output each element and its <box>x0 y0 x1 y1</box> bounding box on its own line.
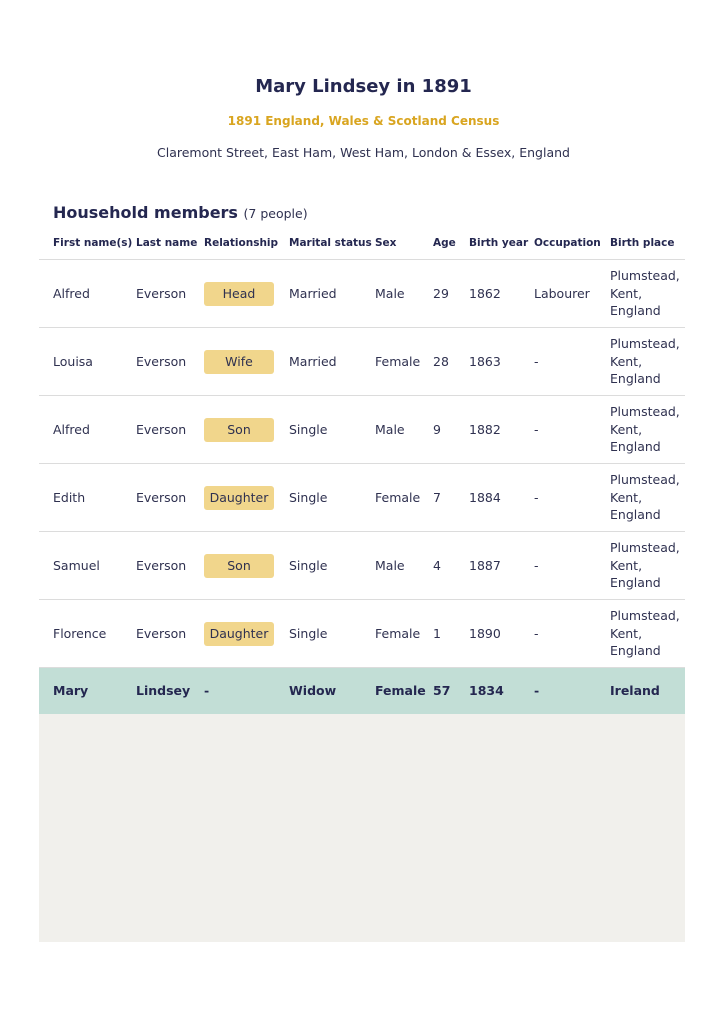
birth-year: 1862 <box>469 260 534 328</box>
relationship-cell <box>204 396 289 464</box>
relationship: - <box>204 668 289 715</box>
column-header: Relationship <box>204 226 289 260</box>
first-name: Mary <box>39 668 136 715</box>
column-header: Last name <box>136 226 204 260</box>
page-title: Mary Lindsey in 1891 <box>255 76 472 97</box>
birth-place: Plumstead, Kent, England <box>610 600 685 668</box>
relationship-cell <box>204 464 289 532</box>
marital-status: Married <box>289 328 375 396</box>
first-name[interactable]: Louisa <box>39 328 136 396</box>
birth-place: Plumstead, Kent, England <box>610 532 685 600</box>
birth-place: Plumstead, Kent, England <box>610 396 685 464</box>
last-name: Everson <box>136 600 204 668</box>
household-card <box>39 193 685 942</box>
last-name: Everson <box>136 328 204 396</box>
birth-year: 1834 <box>469 668 534 715</box>
census-name[interactable]: 1891 England, Wales & Scotland Census <box>227 114 500 128</box>
occupation: - <box>534 464 610 532</box>
sex: Male <box>375 532 433 600</box>
first-name[interactable]: Alfred <box>39 396 136 464</box>
relationship-badge: Daughter <box>204 622 274 646</box>
birth-place: Ireland <box>610 668 685 715</box>
column-header: Marital status <box>289 226 375 260</box>
first-name[interactable]: Edith <box>39 464 136 532</box>
age: 9 <box>433 396 469 464</box>
column-header: Birth place <box>610 226 685 260</box>
sex: Female <box>375 600 433 668</box>
birth-place: Plumstead, Kent, England <box>610 464 685 532</box>
column-header: Age <box>433 226 469 260</box>
marital-status: Widow <box>289 668 375 715</box>
marital-status: Single <box>289 464 375 532</box>
table-row[interactable] <box>39 328 685 396</box>
relationship-badge: Wife <box>204 350 274 374</box>
age: 1 <box>433 600 469 668</box>
address: Claremont Street, East Ham, West Ham, London & Essex, England <box>157 145 570 160</box>
occupation: - <box>534 532 610 600</box>
sex: Male <box>375 396 433 464</box>
relationship-badge: Daughter <box>204 486 274 510</box>
last-name: Everson <box>136 464 204 532</box>
column-header: Sex <box>375 226 433 260</box>
birth-place: Plumstead, Kent, England <box>610 328 685 396</box>
relationship-cell <box>204 260 289 328</box>
birth-year: 1884 <box>469 464 534 532</box>
first-name[interactable]: Florence <box>39 600 136 668</box>
last-name: Everson <box>136 260 204 328</box>
occupation: Labourer <box>534 260 610 328</box>
occupation: - <box>534 396 610 464</box>
household-table <box>39 226 685 714</box>
marital-status: Single <box>289 396 375 464</box>
column-header: Occupation <box>534 226 610 260</box>
table-row[interactable] <box>39 532 685 600</box>
birth-year: 1887 <box>469 532 534 600</box>
relationship-cell <box>204 328 289 396</box>
relationship-badge: Head <box>204 282 274 306</box>
sex: Female <box>375 668 433 715</box>
relationship-badge: Son <box>204 554 274 578</box>
last-name: Everson <box>136 532 204 600</box>
highlighted-row <box>39 668 685 715</box>
table-row[interactable] <box>39 464 685 532</box>
age: 57 <box>433 668 469 715</box>
marital-status: Married <box>289 260 375 328</box>
age: 7 <box>433 464 469 532</box>
table-row[interactable] <box>39 396 685 464</box>
birth-year: 1890 <box>469 600 534 668</box>
birth-year: 1882 <box>469 396 534 464</box>
age: 29 <box>433 260 469 328</box>
occupation: - <box>534 328 610 396</box>
table-row[interactable] <box>39 260 685 328</box>
table-row[interactable] <box>39 600 685 668</box>
marital-status: Single <box>289 600 375 668</box>
marital-status: Single <box>289 532 375 600</box>
last-name: Everson <box>136 396 204 464</box>
sex: Female <box>375 464 433 532</box>
age: 4 <box>433 532 469 600</box>
sex: Female <box>375 328 433 396</box>
first-name[interactable]: Samuel <box>39 532 136 600</box>
sex: Male <box>375 260 433 328</box>
relationship-badge: Son <box>204 418 274 442</box>
household-heading-label: Household members <box>53 203 238 222</box>
occupation: - <box>534 668 610 715</box>
birth-place: Plumstead, Kent, England <box>610 260 685 328</box>
occupation: - <box>534 600 610 668</box>
column-header: First name(s) <box>39 226 136 260</box>
age: 28 <box>433 328 469 396</box>
column-header: Birth year <box>469 226 534 260</box>
relationship-cell <box>204 600 289 668</box>
relationship-cell <box>204 532 289 600</box>
birth-year: 1863 <box>469 328 534 396</box>
table-header-row <box>39 226 685 260</box>
household-count: (7 people) <box>243 206 308 221</box>
last-name: Lindsey <box>136 668 204 715</box>
household-panel <box>39 193 685 713</box>
household-heading <box>53 203 308 222</box>
first-name[interactable]: Alfred <box>39 260 136 328</box>
